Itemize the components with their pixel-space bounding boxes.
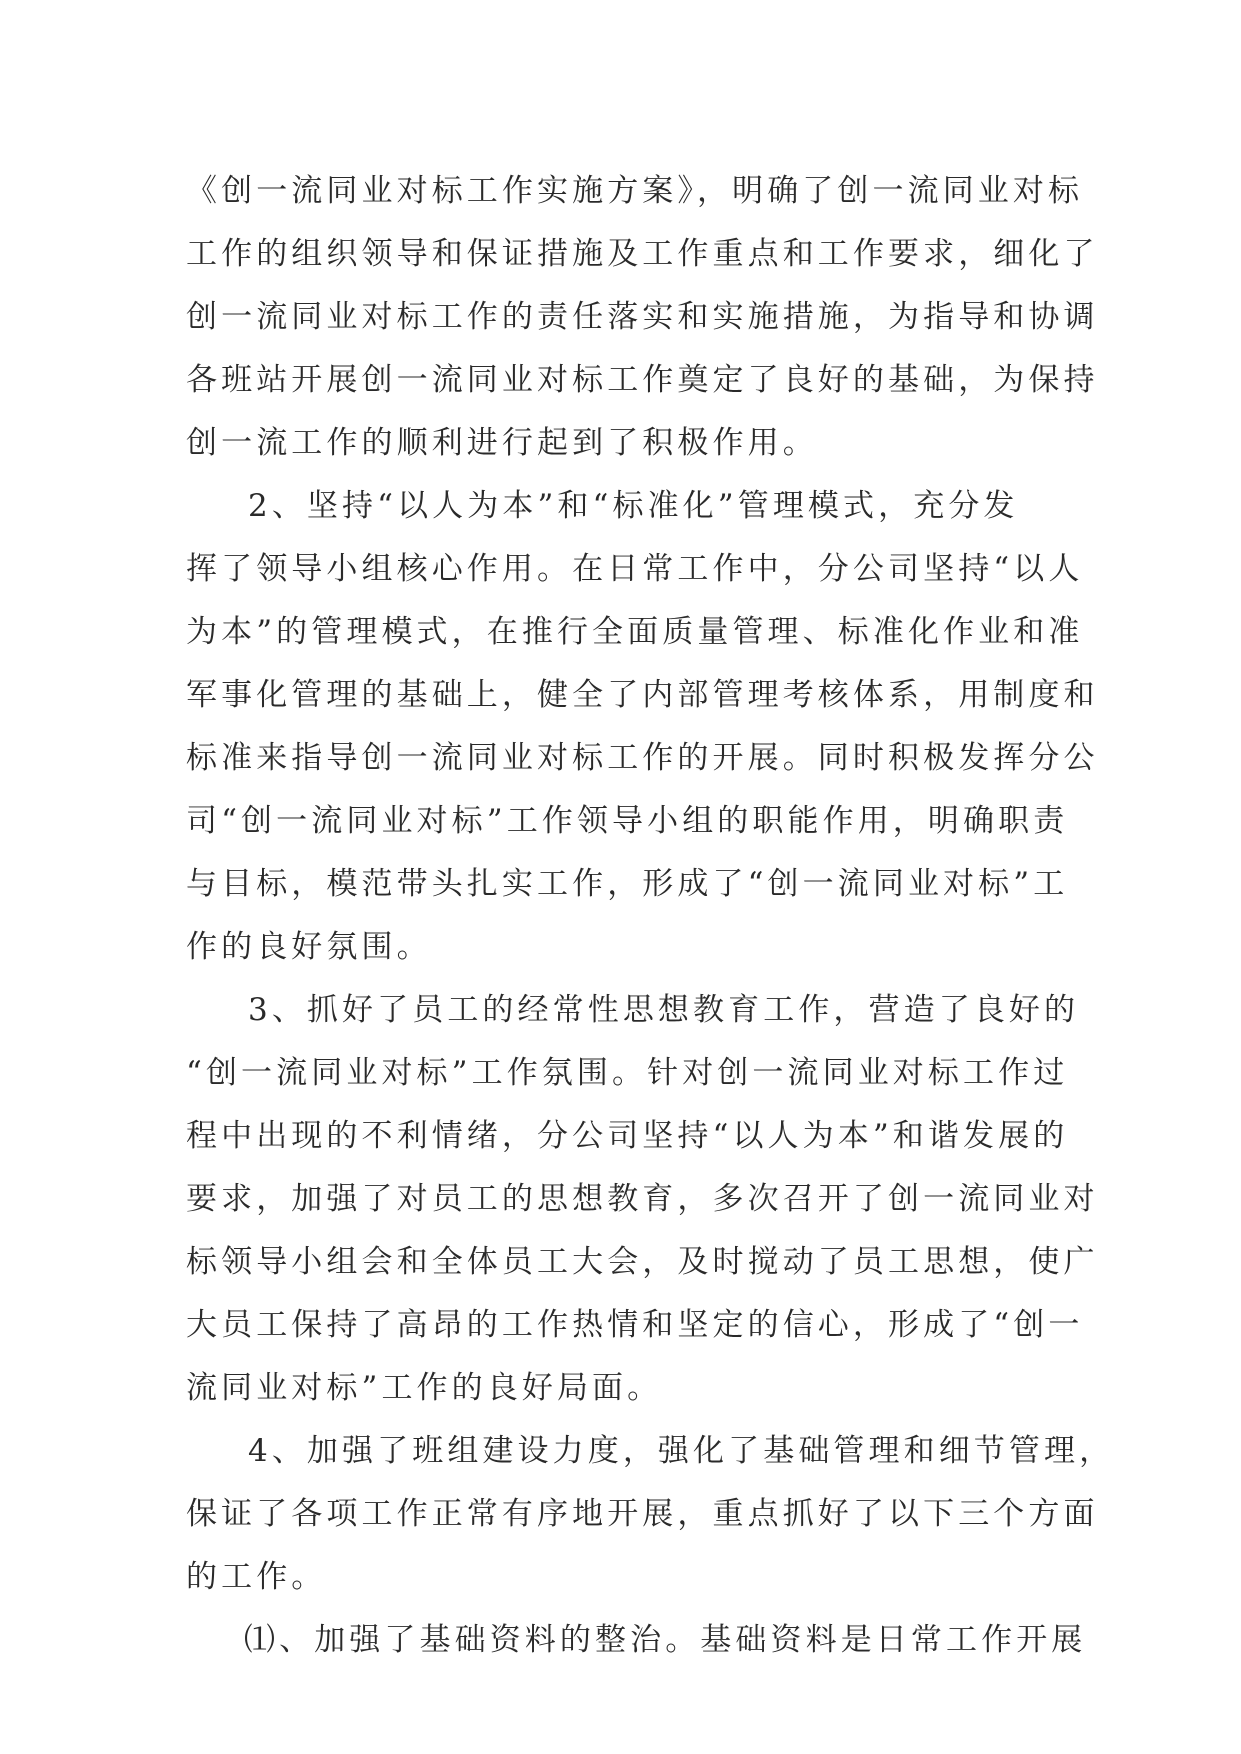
- text-line: “创一流同业对标”工作氛围。针对创一流同业对标工作过: [186, 1055, 1069, 1091]
- text-line: 创一流同业对标工作的责任落实和实施措施，为指导和协调: [186, 299, 1099, 335]
- text-line: 与目标，模范带头扎实工作，形成了“创一流同业对标”工: [186, 866, 1069, 902]
- paragraph-2: [186, 475, 1099, 979]
- text-line: 4、加强了班组建设力度，强化了基础管理和细节管理，: [248, 1433, 1115, 1469]
- text-line: 作的良好氛围。: [186, 929, 432, 965]
- document-body: [186, 160, 1115, 1672]
- text-line: 程中出现的不利情绪，分公司坚持“以人为本”和谐发展的: [186, 1118, 1069, 1154]
- text-line: 保证了各项工作正常有序地开展，重点抓好了以下三个方面: [186, 1496, 1099, 1532]
- text-line: 挥了领导小组核心作用。在日常工作中，分公司坚持“以人: [186, 551, 1084, 587]
- text-line: 大员工保持了高昂的工作热情和坚定的信心，形成了“创一: [186, 1307, 1084, 1343]
- text-line: 流同业对标”工作的良好局面。: [186, 1370, 663, 1406]
- text-line: 要求，加强了对员工的思想教育，多次召开了创一流同业对: [186, 1181, 1099, 1217]
- text-line: 军事化管理的基础上，健全了内部管理考核体系，用制度和: [186, 677, 1099, 713]
- text-line: 2、坚持“以人为本”和“标准化”管理模式，充分发: [248, 488, 1019, 524]
- paragraph-4: [186, 1420, 1115, 1609]
- paragraph-5: [186, 1609, 1087, 1672]
- text-line: 为本”的管理模式，在推行全面质量管理、标准化作业和准: [186, 614, 1084, 650]
- text-line: 标准来指导创一流同业对标工作的开展。同时积极发挥分公: [186, 740, 1099, 776]
- text-line: 的工作。: [186, 1559, 327, 1595]
- paragraph-1: [186, 160, 1099, 475]
- text-line: 标领导小组会和全体员工大会，及时搅动了员工思想，使广: [186, 1244, 1099, 1280]
- text-line: 创一流工作的顺利进行起到了积极作用。: [186, 425, 818, 461]
- text-line: 工作的组织领导和保证措施及工作重点和工作要求，细化了: [186, 236, 1099, 272]
- text-line: 司“创一流同业对标”工作领导小组的职能作用，明确职责: [186, 803, 1069, 839]
- text-line: 各班站开展创一流同业对标工作奠定了良好的基础，为保持: [186, 362, 1099, 398]
- text-line: ⑴、加强了基础资料的整治。基础资料是日常工作开展: [244, 1622, 1087, 1658]
- paragraph-3: [186, 979, 1099, 1420]
- text-line: 3、抓好了员工的经常性思想教育工作，营造了良好的: [248, 992, 1080, 1028]
- text-line: 《创一流同业对标工作实施方案》，明确了创一流同业对标: [186, 173, 1084, 209]
